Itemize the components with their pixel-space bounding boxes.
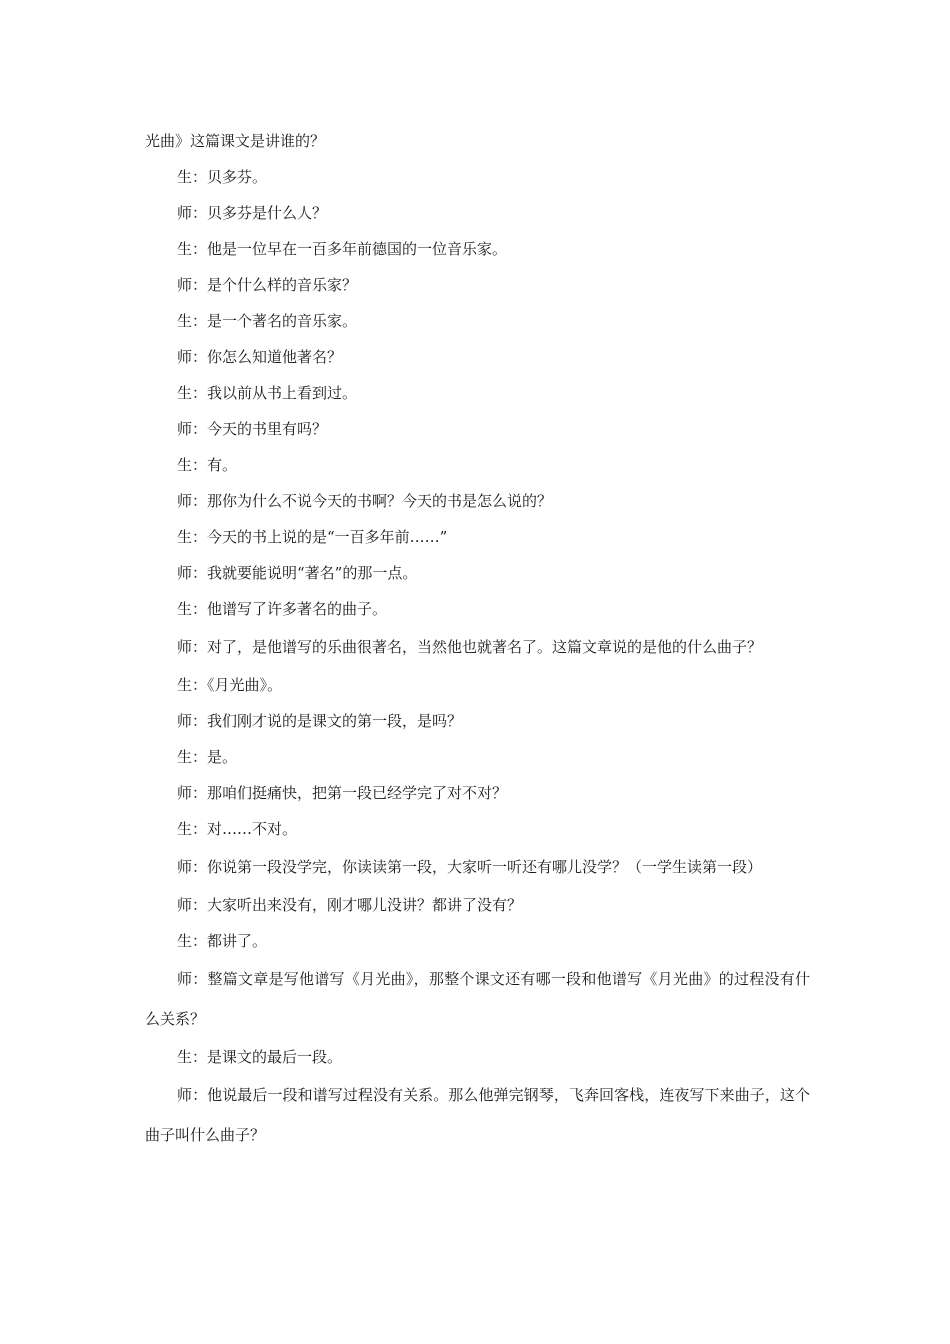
paragraph: 生：是。 bbox=[177, 748, 238, 766]
paragraph: 师：他说最后一段和谱写过程没有关系。那么他弹完钢琴，飞奔回客栈，连夜写下来曲子，这个曲子叫什么曲子？ bbox=[145, 1086, 810, 1144]
paragraph: 师：整篇文章是写他谱写《月光曲》，那整个课文还有哪一段和他谱写《月光曲》的过程没有什么关系？ bbox=[145, 970, 810, 1028]
paragraph: 师：那你为什么不说今天的书啊？今天的书是怎么说的？ bbox=[177, 492, 553, 510]
paragraph: 生：贝多芬。 bbox=[177, 168, 268, 186]
paragraph: 师：你怎么知道他著名？ bbox=[177, 348, 343, 366]
paragraph: 师：你说第一段没学完，你读读第一段，大家听一听还有哪儿没学？（一学生读第一段） bbox=[177, 858, 763, 876]
paragraph: 师：大家听出来没有，刚才哪儿没讲？都讲了没有？ bbox=[177, 896, 523, 914]
paragraph: 生：有。 bbox=[177, 456, 238, 474]
paragraph: 师：今天的书里有吗？ bbox=[177, 420, 328, 438]
paragraph: 生：我以前从书上看到过。 bbox=[177, 384, 358, 402]
paragraph: 生：他是一位早在一百多年前德国的一位音乐家。 bbox=[177, 240, 508, 258]
paragraph: 生：今天的书上说的是“一百多年前……” bbox=[177, 528, 448, 546]
paragraph: 生：都讲了。 bbox=[177, 932, 268, 950]
paragraph: 师：我们刚才说的是课文的第一段，是吗？ bbox=[177, 712, 463, 730]
paragraph: 师：是个什么样的音乐家？ bbox=[177, 276, 358, 294]
paragraph: 师：那咱们挺痛快，把第一段已经学完了对不对？ bbox=[177, 784, 508, 802]
paragraph: 师：我就要能说明“著名”的那一点。 bbox=[177, 564, 418, 582]
paragraph: 生：是课文的最后一段。 bbox=[177, 1048, 343, 1066]
paragraph: 生：对……不对。 bbox=[177, 820, 298, 838]
paragraph: 光曲》这篇课文是讲谁的？ bbox=[145, 132, 326, 150]
paragraph: 生：他谱写了许多著名的曲子。 bbox=[177, 600, 388, 618]
dialogue-text bbox=[145, 123, 810, 1155]
paragraph: 师：对了，是他谱写的乐曲很著名，当然他也就著名了。这篇文章说的是他的什么曲子？ bbox=[177, 638, 763, 656]
paragraph: 师：贝多芬是什么人？ bbox=[177, 204, 328, 222]
paragraph: 生：是一个著名的音乐家。 bbox=[177, 312, 358, 330]
paragraph: 生：《月光曲》。 bbox=[177, 676, 283, 694]
